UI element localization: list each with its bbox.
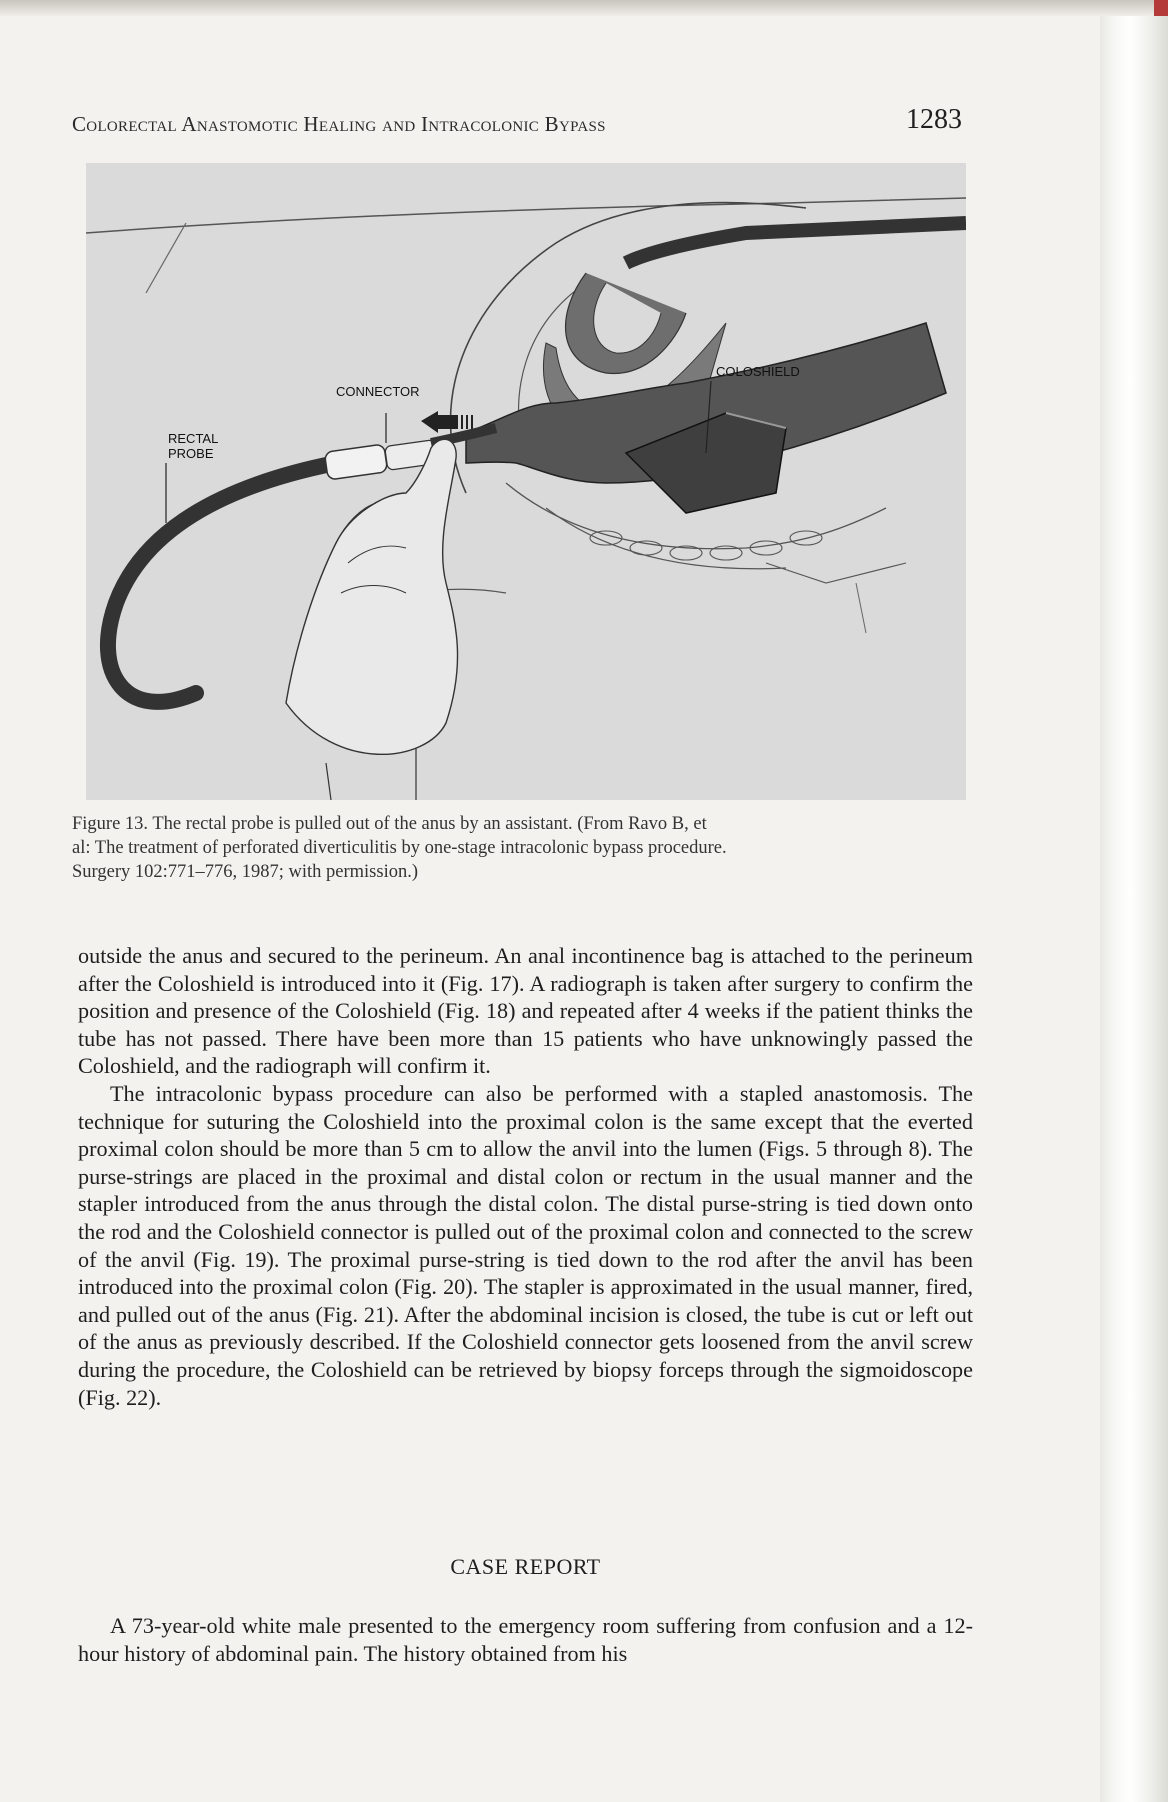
book-page-edge bbox=[1100, 0, 1168, 1802]
body-text-continued bbox=[78, 1612, 973, 1667]
caption-line: Figure 13. The rectal probe is pulled out of the anus by an assistant. (From Ravo B, et bbox=[72, 814, 707, 834]
figure-13-illustration bbox=[86, 163, 966, 800]
paragraph: A 73-year-old white male presented to the emergency room suffering from confusion and a 12-hour history of abdominal pain. The history obtained from his bbox=[78, 1613, 973, 1666]
label-rectal-probe-2: PROBE bbox=[168, 446, 214, 461]
label-connector: CONNECTOR bbox=[336, 384, 420, 399]
page-number: 1283 bbox=[906, 104, 962, 135]
section-heading: CASE REPORT bbox=[450, 1554, 601, 1579]
paragraph: outside the anus and secured to the perineum. An anal incontinence bag is attached to the perineum after the Coloshield is introduced into it (Fig. 17). A radiograph is taken after surgery to confirm the position and presence of the Coloshield (Fig. 18) and repeated after 4 weeks if the patient thinks the tube has not passed. There have been more than 15 patients who have unknowingly passed the Coloshield, and the radiograph will confirm it. bbox=[78, 943, 973, 1079]
label-coloshield: COLOSHIELD bbox=[716, 364, 800, 379]
caption-line: Surgery 102:771–776, 1987; with permission.) bbox=[72, 862, 419, 882]
book-cover-edge bbox=[1154, 0, 1168, 16]
caption-line: al: The treatment of perforated diverticulitis by one-stage intracolonic bypass procedure. bbox=[72, 838, 727, 858]
scan-top-edge bbox=[0, 0, 1168, 16]
label-rectal-probe-1: RECTAL bbox=[168, 431, 219, 446]
paragraph: The intracolonic bypass procedure can also be performed with a stapled anastomosis. The technique for suturing the Coloshield into the proximal colon is the same except that the everted proximal colon should be more than 5 cm to allow the anvil into the lumen (Figs. 5 through 8). The purse-strings are placed in the proximal and distal colon or rectum in the usual manner and the stapler introduced from the anus through the distal colon. The distal purse-string is tied down onto the rod and the Coloshield connector is pulled out of the proximal colon and connected to the screw of the anvil (Fig. 19). The proximal purse-string is tied down to the rod after the anvil has been introduced into the proximal colon (Fig. 20). The stapler is approximated in the usual manner, fired, and pulled out of the anus (Fig. 21). After the abdominal incision is closed, the tube is cut or left out of the anus as previously described. If the Coloshield connector gets loosened from the anvil screw during the procedure, the Coloshield can be retrieved by biopsy forceps through the sigmoidoscope (Fig. 22). bbox=[78, 1080, 973, 1410]
surgical-diagram bbox=[86, 163, 966, 800]
figure-caption bbox=[72, 812, 977, 884]
running-header: Colorectal Anastomotic Healing and Intracolonic Bypass bbox=[72, 112, 606, 136]
body-text bbox=[78, 942, 973, 1411]
